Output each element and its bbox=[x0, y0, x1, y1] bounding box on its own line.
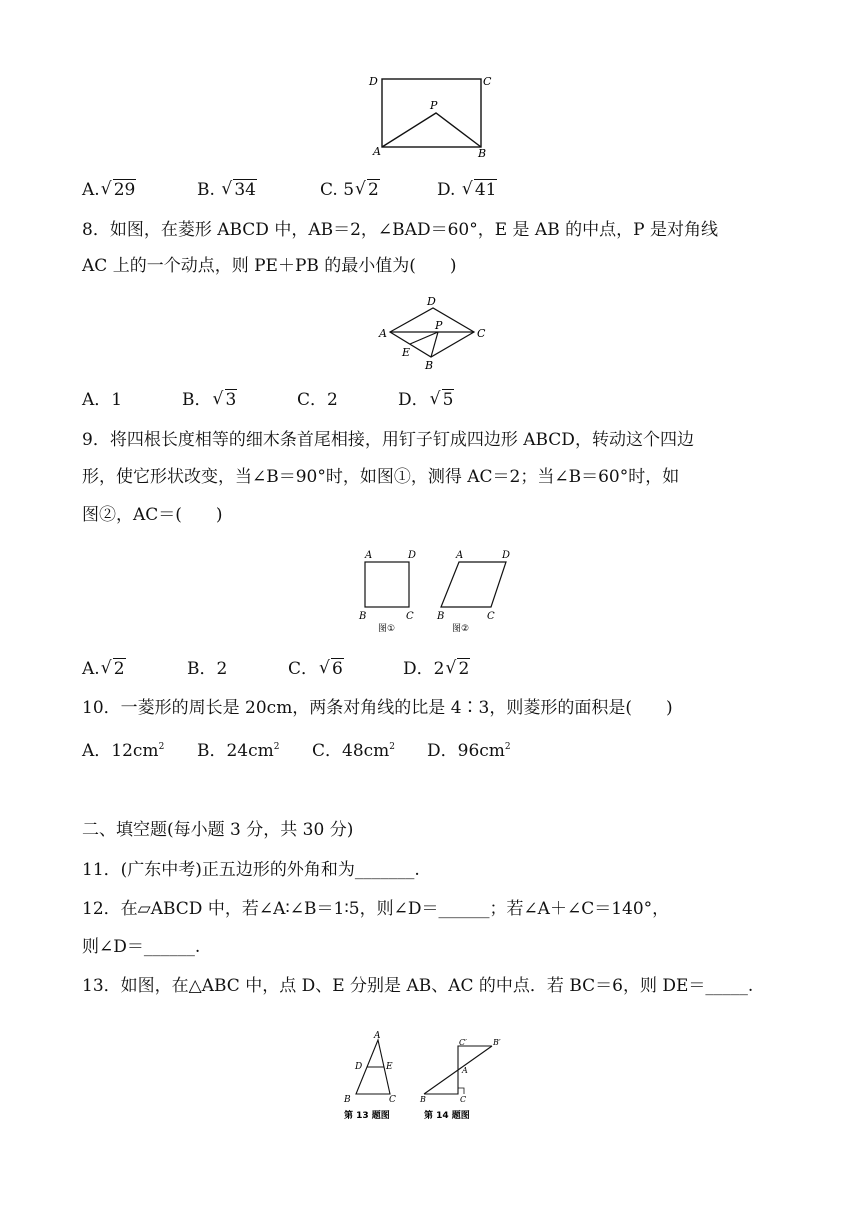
figure-q9 bbox=[352, 546, 522, 638]
q8-line-1: 8．如图，在菱形 ABCD 中，AB＝2，∠BAD＝60°，E 是 AB 的中点，P 是对角线 bbox=[82, 220, 718, 240]
q9-d-radicand: 2 bbox=[458, 659, 470, 679]
sqrt bbox=[222, 178, 257, 202]
q10-b-text: B．24cm bbox=[197, 741, 274, 761]
q10-option-a bbox=[82, 735, 164, 763]
label-a: A bbox=[379, 327, 387, 340]
segment-pe bbox=[410, 332, 438, 344]
caption-13: 第 13 题图 bbox=[344, 1111, 390, 1121]
figure-q7 bbox=[360, 68, 500, 160]
q7-c-prefix: C. 5 bbox=[320, 180, 355, 200]
label-b-fig1: B bbox=[359, 611, 367, 622]
q7-a-radicand: 29 bbox=[113, 180, 136, 200]
q11-line-1: 11．(广东中考)正五边形的外角和为_______. bbox=[82, 860, 420, 880]
label-c: C bbox=[483, 75, 492, 88]
label-e-13: E bbox=[386, 1062, 393, 1072]
q9-option-c bbox=[288, 657, 344, 681]
label-c-fig1: C bbox=[406, 611, 414, 622]
q10-c-text: C．48cm bbox=[312, 741, 390, 761]
q9-option-d bbox=[403, 657, 470, 681]
q9-c-prefix: C． bbox=[288, 659, 319, 679]
label-b-fig2: B bbox=[437, 611, 445, 622]
q9-d-prefix: D．2 bbox=[403, 659, 445, 679]
q8-option-d bbox=[398, 388, 454, 412]
sqrt bbox=[320, 657, 344, 681]
superscript: 2 bbox=[504, 742, 511, 752]
superscript: 2 bbox=[273, 742, 280, 752]
label-a-fig1: A bbox=[365, 550, 373, 561]
label-b: B bbox=[425, 359, 434, 372]
label-d-fig2: D bbox=[502, 550, 511, 561]
q7-c-radicand: 2 bbox=[368, 180, 379, 200]
q10-option-d bbox=[427, 735, 511, 763]
label-d: D bbox=[427, 295, 436, 308]
label-a-14: A bbox=[462, 1066, 468, 1075]
q9-option-a bbox=[82, 657, 126, 681]
rhombus-abcd bbox=[441, 562, 506, 607]
label-b: B bbox=[478, 147, 487, 160]
q7-d-radicand: 41 bbox=[474, 180, 497, 200]
q9-line-2: 形，使它形状改变，当∠B＝90°时，如图①，测得 AC＝2；当∠B＝60°时，如 bbox=[82, 467, 680, 487]
sqrt bbox=[356, 178, 380, 202]
superscript: 2 bbox=[389, 742, 396, 752]
q9-c-radicand: 6 bbox=[332, 659, 343, 679]
figures-q13-q14 bbox=[332, 1028, 532, 1124]
q10-a-text: A．12cm bbox=[82, 741, 159, 761]
label-p: P bbox=[435, 319, 443, 332]
q9-option-b: B．2 bbox=[187, 659, 228, 679]
superscript: 2 bbox=[158, 742, 165, 752]
q10-line-1: 10．一菱形的周长是 20cm，两条对角线的比是 4∶3，则菱形的面积是( ) bbox=[82, 698, 673, 718]
triangle-figures bbox=[332, 1028, 532, 1124]
caption-fig2: 图② bbox=[452, 624, 470, 634]
q9-line-3: 图②，AC＝( ) bbox=[82, 505, 223, 525]
q9-line-1: 9．将四根长度相等的细木条首尾相接，用钉子钉成四边形 ABCD，转动这个四边 bbox=[82, 430, 694, 450]
q7-option-c bbox=[320, 178, 380, 202]
label-b-prime-14: B′ bbox=[493, 1038, 501, 1047]
sqrt bbox=[214, 388, 238, 412]
rhombus-figure bbox=[372, 292, 492, 372]
label-c-14: C bbox=[460, 1095, 467, 1104]
q13-line-1: 13．如图，在△ABC 中，点 D、E 分别是 AB、AC 的中点．若 BC＝6，则 DE＝_____. bbox=[82, 976, 754, 996]
q7-option-b bbox=[197, 178, 257, 202]
label-b-14: B bbox=[420, 1095, 426, 1104]
q7-option-a bbox=[82, 178, 136, 202]
q7-a-prefix: A. bbox=[82, 180, 100, 200]
q8-option-b bbox=[182, 388, 237, 412]
q8-option-c: C．2 bbox=[297, 390, 338, 410]
label-c-fig2: C bbox=[487, 611, 495, 622]
q12-line-2: 则∠D＝______. bbox=[82, 937, 201, 957]
label-a: A bbox=[373, 145, 381, 158]
rectangle-abcd bbox=[382, 79, 481, 147]
sqrt bbox=[102, 178, 137, 202]
square-abcd bbox=[365, 562, 409, 607]
sqrt bbox=[431, 388, 455, 412]
q8-option-a: A．1 bbox=[82, 390, 123, 410]
sqrt bbox=[446, 657, 470, 681]
caption-14: 第 14 题图 bbox=[424, 1111, 470, 1121]
sqrt bbox=[102, 657, 126, 681]
q8-b-radicand: 3 bbox=[225, 390, 237, 410]
q8-line-2: AC 上的一个动点，则 PE＋PB 的最小值为( ) bbox=[82, 256, 457, 276]
rectangle-figure bbox=[360, 68, 500, 160]
q9-a-prefix: A. bbox=[82, 659, 100, 679]
label-c-13: C bbox=[389, 1095, 396, 1105]
right-angle-mark bbox=[458, 1088, 464, 1094]
label-a-13: A bbox=[374, 1031, 381, 1041]
label-d: D bbox=[369, 75, 378, 88]
figure-q8 bbox=[372, 292, 492, 372]
q8-b-prefix: B． bbox=[182, 390, 212, 410]
label-c: C bbox=[477, 327, 486, 340]
sqrt bbox=[463, 178, 498, 202]
q12-line-1: 12．在▱ABCD 中，若∠A∶∠B＝1∶5，则∠D＝______；若∠A＋∠C＝140°， bbox=[82, 899, 670, 919]
label-a-fig2: A bbox=[456, 550, 464, 561]
caption-fig1: 图① bbox=[378, 624, 396, 634]
q7-d-prefix: D. bbox=[437, 180, 456, 200]
section-title: 二、填空题(每小题 3 分，共 30 分) bbox=[82, 820, 354, 840]
q9-a-radicand: 2 bbox=[113, 659, 125, 679]
label-b-13: B bbox=[344, 1095, 351, 1105]
label-p: P bbox=[430, 99, 438, 112]
label-d-13: D bbox=[355, 1062, 363, 1072]
q7-b-prefix: B. bbox=[197, 180, 215, 200]
q10-option-c bbox=[312, 735, 395, 763]
segments-ap-pb bbox=[382, 113, 481, 147]
quadrilateral-figures bbox=[352, 546, 522, 638]
q7-b-radicand: 34 bbox=[234, 180, 256, 200]
q8-d-radicand: 5 bbox=[442, 390, 454, 410]
q8-d-prefix: D． bbox=[398, 390, 429, 410]
label-c-prime-14: C′ bbox=[459, 1038, 467, 1047]
q7-option-d bbox=[437, 178, 497, 202]
label-e: E bbox=[402, 346, 411, 359]
label-d-fig1: D bbox=[408, 550, 417, 561]
q10-d-text: D．96cm bbox=[427, 741, 505, 761]
q10-option-b bbox=[197, 735, 280, 763]
